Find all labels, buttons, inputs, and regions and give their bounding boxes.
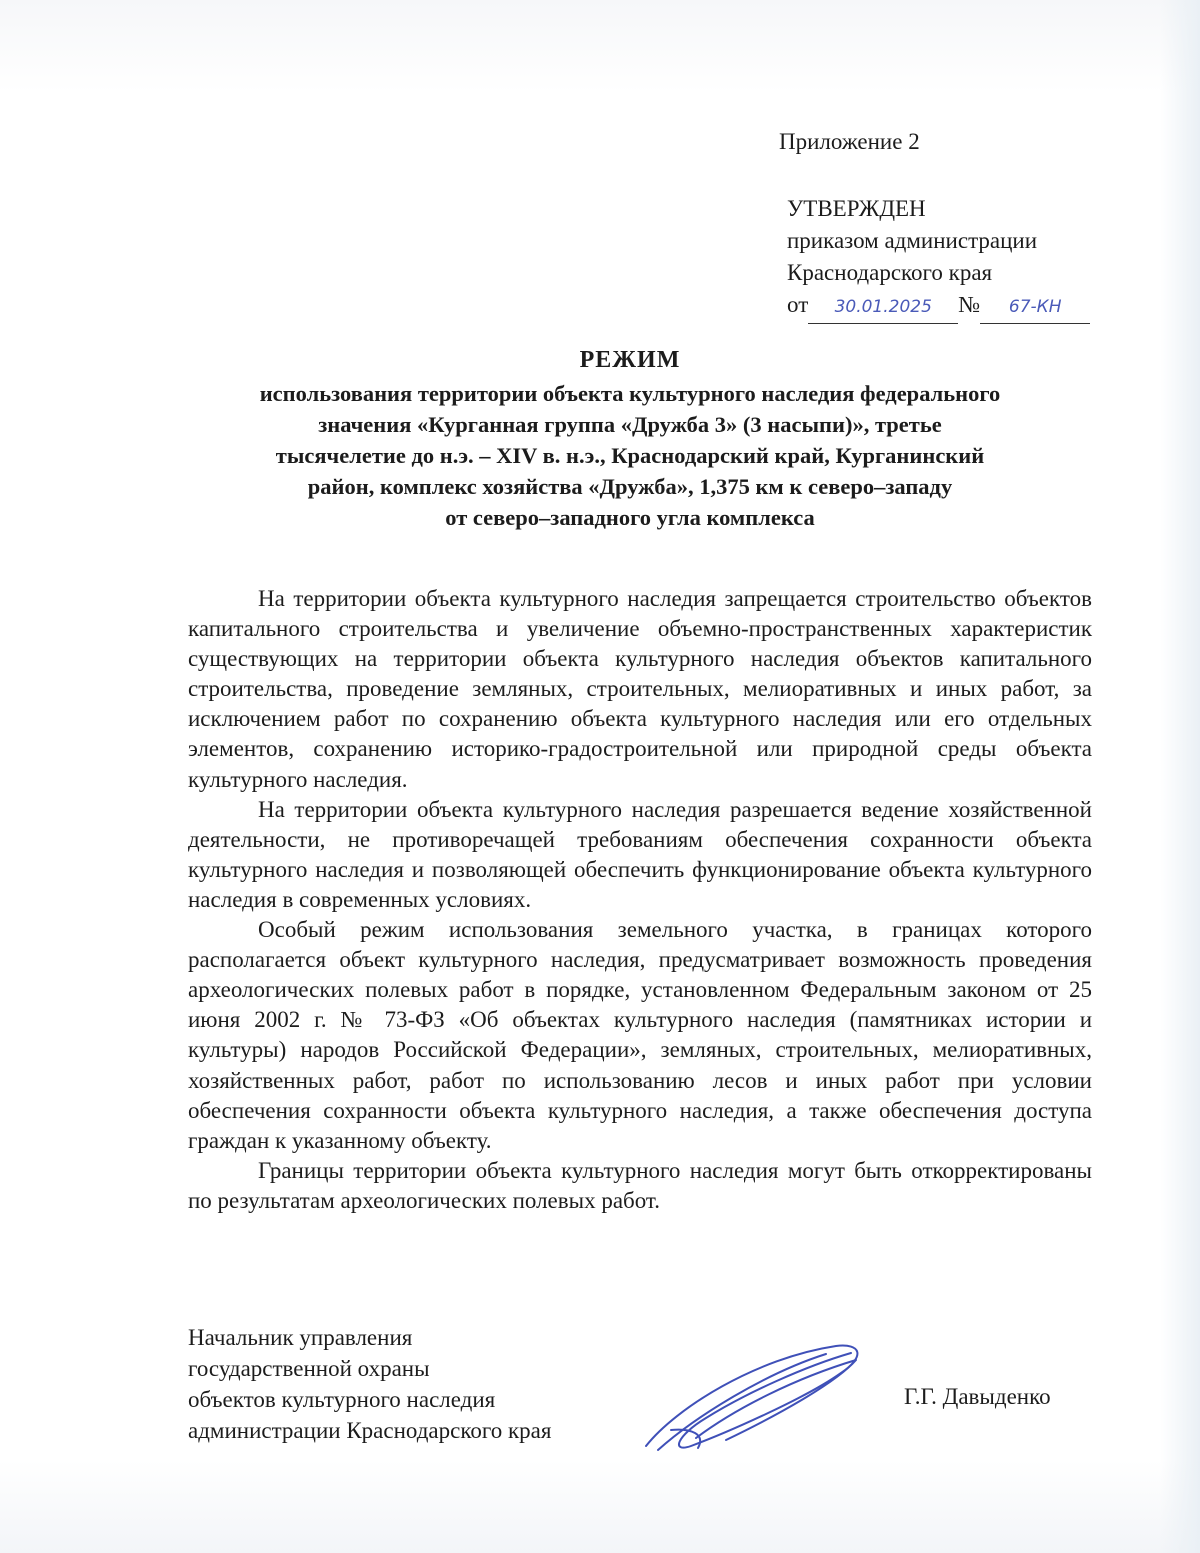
document-body (188, 584, 1092, 1216)
signer-position (188, 1322, 551, 1446)
body-paragraph: Особый режим использования земельного участка, в границах которого располагается объект культурного наследия, предусматривает возможность проведения археологических полевых работ в порядке, установленном Федеральным законом от 25 июня 2002 г. № 73-ФЗ «Об объектах культурного наследия (памятниках истории и культуры) народов Российской Федерации», земляных, строительных, мелиоративных, хозяйственных работ, работ по использованию лесов и иных работ при условии обеспечения сохранности объекта культурного наследия, а также обеспечения доступа граждан к указанному объекту. (188, 917, 1092, 1153)
signer-position-line: администрации Краснодарского края (188, 1418, 552, 1443)
body-paragraph: Границы территории объекта культурного наследия могут быть откорректированы по результатам археологических полевых работ. (188, 1157, 1092, 1213)
order-date-number-line (787, 289, 1090, 324)
body-paragraph: На территории объекта культурного наследия запрещается строительство объектов капитального строительства и увеличение объемно-пространственных характеристик существующих на территории объекта культурного наследия объектов капитального строительства, проведение земляных, строительных, мелиоративных и иных работ, за исключением работ по сохранению объекта культурного наследия или его отдельных элементов, сохранению историко-градостроительной или природной среды объекта культурного наследия. (188, 586, 1092, 792)
title-line: от северо–западного угла комплекса (445, 505, 815, 530)
document-title (190, 345, 1070, 533)
signer-position-line: государственной охраны (188, 1356, 430, 1381)
title-line: значения «Курганная группа «Дружба 3» (3 насыпи)», третье (318, 412, 942, 437)
from-label: от (787, 292, 809, 317)
scan-edge-shadow (1160, 0, 1200, 1553)
title-heading: РЕЖИМ (579, 347, 681, 373)
body-paragraph: На территории объекта культурного наследия разрешается ведение хозяйственной деятельности, не противоречащей требованиям обеспечения сохранности объекта культурного наследия и позволяющей обеспечить функционирование объекта культурного наследия в современных условиях. (188, 796, 1092, 912)
title-line: район, комплекс хозяйства «Дружба», 1,375 км к северо–западу (307, 474, 953, 499)
number-label: № (958, 292, 981, 317)
order-line-2: Краснодарского края (787, 260, 993, 285)
signer-position-line: Начальник управления (188, 1325, 413, 1350)
order-date: 30.01.2025 (808, 291, 958, 324)
approval-block (787, 193, 1090, 324)
signer-name: Г.Г. Давыденко (904, 1384, 1051, 1409)
handwritten-signature (636, 1338, 876, 1458)
attachment-label: Приложение 2 (779, 129, 920, 154)
signer-position-line: объектов культурного наследия (188, 1387, 496, 1412)
approved-heading: УТВЕРЖДЕН (787, 196, 926, 221)
title-line: использования территории объекта культурного наследия федерального (259, 381, 1001, 406)
order-number: 67-КН (980, 291, 1090, 324)
order-line-1: приказом администрации (787, 228, 1038, 253)
title-line: тысячелетие до н.э. – XIV в. н.э., Краснодарский край, Курганинский (275, 443, 985, 468)
